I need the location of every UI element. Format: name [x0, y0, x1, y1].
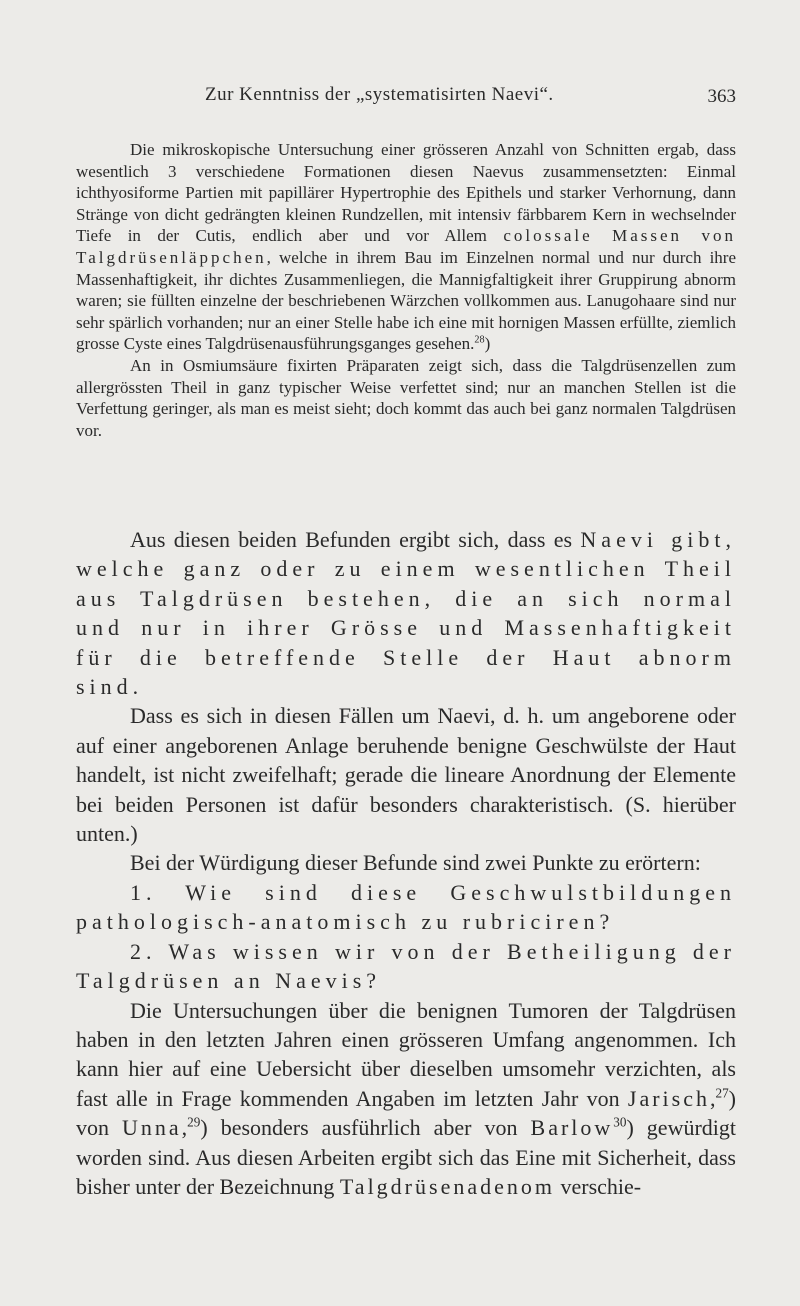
author-name: Barlow — [530, 1115, 614, 1141]
text-run: ) besonders ausführlich aber von — [200, 1115, 531, 1141]
paragraph: Bei der Würdigung dieser Befunde sind zwei Punkte zu erörtern: — [130, 850, 701, 876]
paragraph: Dass es sich in diesen Fällen um Naevi, d. h. um angeborene oder auf einer angeborenen Anlage beruhende benigne Geschwülste der Haut handelt, ist nicht zweifelhaft; gerade die lineare Anordnung der Elemente bei beiden Personen ist dafür besonders charakteristisch. (S. hierüber unten.) — [76, 703, 736, 847]
emphasis-text: colossale Massen von Talgdrüsenläppchen — [76, 226, 736, 267]
paragraph: Die Untersuchungen über die benignen Tumoren der Talgdrüsen haben in den letzten Jahren einen grösseren Umfang angenommen. Ich kann hier auf eine Uebersicht über dieselben umsomehr verzichten, als fast alle in Frage kommenden Angaben im letzten Jahr von Jarisch,$^{27}$) von Unna,$^{29}$) besonders ausführlich aber von Barlow$^{30}$) gewürdigt worden sind. Aus diesen Arbeiten ergibt sich das Eine mit Sicherheit, dass bisher unter der Bezeichnung Talgdrüsenadenom verschie- — [76, 997, 737, 1199]
text-run: Die mikroskopische Untersuchung einer grösseren Anzahl von Schnitten ergab, dass wesentlich 3 verschiedene Formationen diesen Naevus zusammensetzten: Einmal ichthyosiforme Partien mit papillärer Hypertrophie des Epithels und starker Verhornung, dann Stränge von dicht gedrängten kleinen Rundzellen, mit intensiv färbbarem Kern in wechselnder Tiefe in der Cutis, endlich aber und vor Allem — [76, 140, 736, 246]
running-title: Zur Kenntniss der „systematisirten Naevi“. — [205, 84, 554, 105]
emphasis-text: Talgdrüsenadenom — [339, 1173, 555, 1199]
question-2: 2. Was wissen wir von der Betheiligung der Talgdrüsen an Naevis? — [76, 938, 736, 994]
footnote-ref: 29 — [187, 1114, 201, 1130]
text-run: ) von — [76, 1085, 736, 1141]
author-name: Unna — [122, 1115, 182, 1141]
footnote-ref: 30 — [613, 1114, 627, 1130]
emphasis-text: Naevi gibt, welche ganz oder zu einem wesentlichen Theil aus Talgdrüsen bestehen, die an sich normal und nur in ihrer Grösse und Massenhaftigkeit für die betreffende Stelle der Haut abnorm sind. — [76, 527, 736, 700]
case-report-section — [76, 139, 736, 441]
footnote-ref: 28 — [474, 334, 485, 346]
author-name: Jarisch — [627, 1085, 710, 1111]
discussion-section — [76, 525, 736, 1201]
text-run: ) gewürdigt worden sind. Aus diesen Arbeiten ergibt sich das Eine mit Sicherheit, dass bisher unter der Bezeichnung — [76, 1115, 737, 1199]
footnote-ref: 27 — [715, 1085, 729, 1101]
page-number: 363 — [707, 86, 736, 107]
paragraph — [76, 525, 736, 701]
paragraph: Die mikroskopische Untersuchung einer grösseren Anzahl von Schnitten ergab, dass wesentlich 3 verschiedene Formationen diesen Naevus zusammensetzten: Einmal ichthyosiforme Partien mit papillärer Hypertrophie des Epithels und starker Verhornung, dann Stränge von dicht gedrängten kleinen Rundzellen, mit intensiv färbbarem Kern in wechselnder Tiefe in der Cutis, endlich aber und vor Allem colossale Massen von Talgdrüsenläppchen, welche in ihrem Bau im Einzelnen normal und nur durch ihre Massenhaftigkeit, ihr dichtes Zusammenliegen, die Mannigfaltigkeit ihrer Gruppirung abnorm waren; sie füllten einzelne der beschriebenen Wärzchen vollkommen aus. Lanugohaare sind nur sehr spärlich vorhanden; nur an einer Stelle habe ich eine mit hornigen Massen erfüllte, ziemlich grosse Cyste eines Talgdrüsenausführungsganges gesehen.$^{28}$) — [76, 140, 736, 354]
text-run: Aus diesen beiden Befunden ergibt sich, dass es — [130, 527, 581, 552]
running-header — [0, 84, 800, 114]
text-run: Die Untersuchungen über die benignen Tumoren der Talgdrüsen haben in den letzten Jahren einen grösseren Umfang angenommen. Ich kann hier auf eine Uebersicht über dieselben umsomehr verzichten, als fast alle in Frage kommenden Angaben im letzten Jahr von — [76, 997, 736, 1111]
paragraph: An in Osmiumsäure fixirten Präparaten zeigt sich, dass die Talgdrüsenzellen zum allergrössten Theil in ganz typischer Weise verfettet sind; nur an manchen Stellen ist die Verfettung geringer, als man es meist sieht; doch kommt das auch bei ganz normalen Talgdrüsen vor. — [76, 355, 736, 440]
text-run: verschie- — [554, 1173, 642, 1199]
question-1: 1. Wie sind diese Geschwulstbildungen pathologisch-anatomisch zu rubriciren? — [76, 879, 736, 935]
text-run: , welche in ihrem Bau im Einzelnen normal und nur durch ihre Massenhaftigkeit, ihr dichtes Zusammenliegen, die Mannigfaltigkeit ihrer Gruppirung abnorm waren; sie füllten einzelne der beschriebenen Wärzchen vollkommen aus. Lanugohaare sind nur sehr spärlich vorhanden; nur an einer Stelle habe ich eine mit hornigen Massen erfüllte, ziemlich grosse Cyste eines Talgdrüsenausführungsganges gesehen. — [76, 247, 736, 354]
